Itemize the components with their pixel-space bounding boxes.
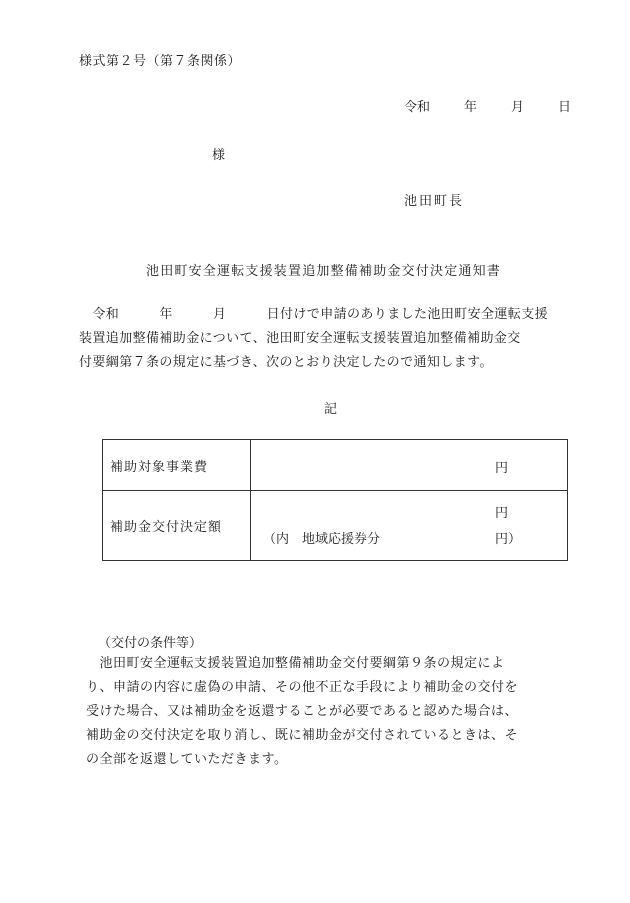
- date-day: 日: [558, 100, 572, 115]
- form-number: 様式第２号（第７条関係）: [79, 54, 242, 69]
- body-line: 装置追加整備補助金について、池田町安全運転支援装置追加整備補助金交: [79, 331, 521, 346]
- subsidy-table: [102, 439, 568, 561]
- addressee-suffix: 様: [212, 148, 226, 163]
- grant-amount-label: 補助金交付決定額: [103, 491, 251, 561]
- ki-heading: 記: [324, 402, 338, 417]
- project-cost-value: [251, 440, 568, 491]
- body-paragraph: [79, 303, 569, 375]
- grant-amount-unit: 円: [495, 506, 509, 521]
- conditions-paragraph: [86, 652, 576, 772]
- issuer: 池田町長: [404, 194, 465, 209]
- project-cost-unit: 円: [495, 461, 509, 476]
- body-line: 付要綱第７条の規定に基づき、次のとおり決定したので通知します。: [79, 355, 493, 370]
- voucher-breakdown-label: （内 地域応援券分: [263, 532, 381, 547]
- date-line: [404, 96, 571, 115]
- grant-amount-value: [251, 491, 568, 561]
- date-era: 令和: [404, 100, 431, 115]
- date-month: 月: [511, 100, 525, 115]
- document-title: 池田町安全運転支援装置追加整備補助金交付決定通知書: [146, 264, 502, 279]
- conditions-line: 補助金の交付決定を取り消し、既に補助金が交付されているときは、そ: [86, 728, 519, 743]
- conditions-line: り、申請の内容に虚偽の申請、その他不正な手段により補助金の交付を: [86, 680, 519, 695]
- body-line: 令和 年 月 日付けで申請のありました池田町安全運転支援: [79, 307, 549, 322]
- project-cost-label: 補助対象事業費: [103, 440, 251, 491]
- table-row: [103, 491, 568, 561]
- conditions-line: の全部を返還していただきます。: [86, 752, 288, 767]
- conditions-title: （交付の条件等）: [98, 636, 203, 651]
- table-row: [103, 440, 568, 491]
- conditions-line: 受けた場合、又は補助金を返還することが必要であると認めた場合は、: [86, 704, 519, 719]
- voucher-breakdown-unit: 円）: [495, 532, 522, 547]
- conditions-line: 池田町安全運転支援装置追加整備補助金交付要綱第９条の規定によ: [86, 656, 505, 671]
- date-year: 年: [464, 100, 478, 115]
